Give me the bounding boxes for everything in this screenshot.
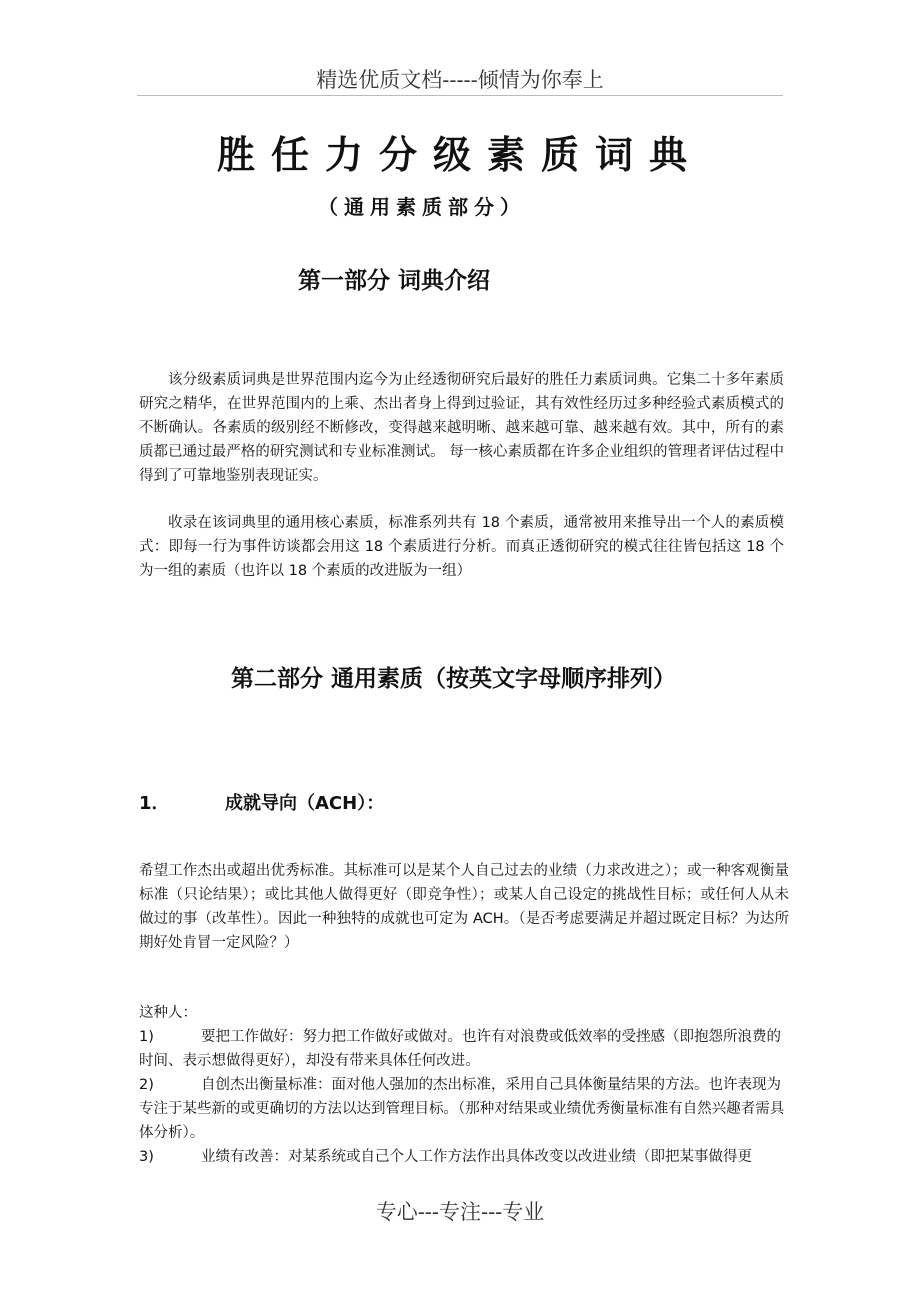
intro-paragraph-2: 收录在该词典里的通用核心素质，标准系列共有 18 个素质，通常被用来推导出一个人的素质模式：即每一行为事件访谈都会用这 18 个素质进行分析。而真正透彻研究的模式往往皆包括这 18 个为一组的素质（也许以 18 个素质的改进版为一组）	[139, 515, 784, 579]
page-footer: 专心---专注---专业	[375, 1200, 545, 1224]
list-item	[139, 1073, 791, 1145]
page-header: 精选优质文档-----倾情为你奉上	[316, 68, 604, 92]
list-item-number: 1)	[139, 1029, 154, 1045]
part1-heading: 第一部分 词典介绍	[298, 267, 491, 294]
list-item-number: 2)	[139, 1077, 154, 1093]
list-item-text: 要把工作做好：努力把工作做好或做对。也许有对浪费或低效率的受挫感（即抱怨所浪费的时间、表示想做得更好），却没有带来具体任何改进。	[139, 1029, 781, 1069]
list-item-text: 业绩有改善：对某系统或自己个人工作方法作出具体改变以改进业绩（即把某事做得更	[201, 1149, 752, 1165]
list-item	[139, 1145, 791, 1169]
document-title: 胜任力分级素质词典	[216, 132, 703, 177]
section-1-description: 希望工作杰出或超出优秀标准。其标准可以是某个人自己过去的业绩（力求改进之）；或一种客观衡量标准（只论结果）；或比其他人做得更好（即竞争性）；或某人自己设定的挑战性目标；或任何人从未做过的事（改革性）。因此一种独特的成就也可定为 ACH。（是否考虑要满足并超过既定目标？为达所期好处肯冒一定风险？）	[139, 863, 789, 951]
list-item-number: 3)	[139, 1149, 154, 1165]
section-1-heading	[139, 789, 384, 815]
header-divider	[137, 95, 783, 96]
intro-paragraph-1: 该分级素质词典是世界范围内迄今为止经透彻研究后最好的胜任力素质词典。它集二十多年素质研究之精华，在世界范围内的上乘、杰出者身上得到过验证，其有效性经历过多种经验式素质模式的不断确认。各素质的级别经不断修改，变得越来越明晰、越来越可靠、越来越有效。其中，所有的素质都已通过最严格的研究测试和专业标准测试。 每一核心素质都在许多企业组织的管理者评估过程中得到了可靠地鉴别表现证实。	[139, 372, 784, 484]
list-item	[139, 1025, 791, 1073]
list-item-text: 自创杰出衡量标准：面对他人强加的杰出标准，采用自己具体衡量结果的方法。也许表现为专注于某些新的或更确切的方法以达到管理目标。（那种对结果或业绩优秀衡量标准有自然兴趣者需具体分析）。	[139, 1077, 785, 1141]
section-1-lead: 这种人：	[139, 1005, 197, 1021]
section-1-title: 成就导向（ACH）：	[225, 793, 385, 814]
document-subtitle: （通用素质部分）	[318, 195, 526, 219]
part2-heading: 第二部分 通用素质（按英文字母顺序排列）	[231, 665, 677, 692]
section-1-number: 1．	[139, 793, 170, 814]
